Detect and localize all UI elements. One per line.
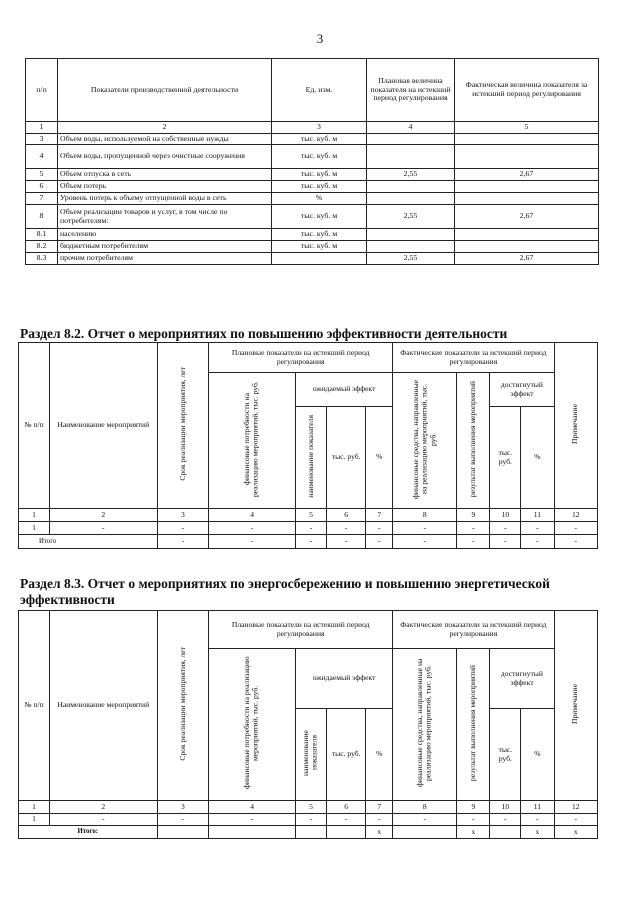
col-number: 9 <box>457 509 490 522</box>
table-row <box>26 193 599 205</box>
row-num: 8.3 <box>26 253 58 265</box>
row-name: Объем отпуска в сеть <box>58 169 272 181</box>
cell: - <box>157 535 209 549</box>
efficiency-measures-table <box>18 342 598 549</box>
row-name: бюджетным потребителям <box>58 241 272 253</box>
header-ach-thousand: тыс. руб. <box>490 407 521 509</box>
production-indicators-table <box>25 58 599 265</box>
row-unit: тыс. куб. м <box>272 205 367 229</box>
header-indicator: Показатели производственной деятельности <box>58 59 272 122</box>
energy-saving-measures-table <box>18 610 598 839</box>
row-plan: 2,55 <box>367 205 455 229</box>
cell: - <box>366 522 393 535</box>
col-number: 6 <box>327 509 366 522</box>
header-note: Примечание <box>570 684 580 725</box>
col-number: 4 <box>209 801 296 814</box>
header-fact-result: результат выполнения мероприятий <box>467 665 477 782</box>
total-row <box>19 535 598 549</box>
col-number: 2 <box>50 801 158 814</box>
row-num: 5 <box>26 169 58 181</box>
cell: - <box>490 535 521 549</box>
row-num: 6 <box>26 181 58 193</box>
cell: 1 <box>19 522 50 535</box>
row-plan <box>367 181 455 193</box>
cell: - <box>50 522 158 535</box>
header-unit: Ед. изм. <box>272 59 367 122</box>
col-number: 5 <box>296 509 327 522</box>
cell <box>157 826 209 839</box>
col-number: 1 <box>19 509 50 522</box>
header-term: Срок реализации мероприятия, лет <box>177 647 187 761</box>
cell: - <box>327 814 366 826</box>
cell: - <box>554 535 598 549</box>
cell: - <box>209 535 296 549</box>
col-number: 7 <box>366 509 393 522</box>
header-exp-thousand: тыс. руб. <box>327 709 366 801</box>
header-ach-thousand: тыс. руб. <box>490 709 521 801</box>
row-num: 3 <box>26 134 58 145</box>
cell: - <box>490 522 521 535</box>
header-exp-pct: % <box>366 709 393 801</box>
table-row <box>19 522 598 535</box>
row-fact <box>455 241 599 253</box>
row-num: 7 <box>26 193 58 205</box>
col-number: 12 <box>554 509 598 522</box>
cell: - <box>554 814 598 826</box>
row-plan <box>367 229 455 241</box>
col-number: 3 <box>157 509 209 522</box>
row-name: Объем воды, пропущенной через очистные сооружения <box>58 145 272 169</box>
header-expected: ожидаемый эффект <box>296 373 393 407</box>
cell: - <box>457 535 490 549</box>
table-row <box>26 241 599 253</box>
cell: - <box>393 535 457 549</box>
header-ach-pct: % <box>521 709 554 801</box>
row-name: Уровень потерь к объему отпущенной воды в сеть <box>58 193 272 205</box>
row-name: населению <box>58 229 272 241</box>
cell: - <box>209 522 296 535</box>
cell: - <box>554 522 598 535</box>
col-number: 6 <box>327 801 366 814</box>
cell: - <box>393 814 457 826</box>
cell: - <box>457 522 490 535</box>
col-number: 7 <box>366 801 393 814</box>
cell: - <box>327 535 366 549</box>
table-row <box>26 145 599 169</box>
cell <box>327 826 366 839</box>
header-plan: Плановая величина показателя на истекший период регулирования <box>367 59 455 122</box>
header-exp-name: наименование показателя <box>305 414 315 498</box>
total-label: Итого: <box>19 826 158 839</box>
header-num: № п/п <box>19 343 50 509</box>
col-number: 10 <box>490 509 521 522</box>
row-plan <box>367 193 455 205</box>
header-fact-fin: финансовые средства, направленные на реализацию мероприятий, тыс. руб. <box>410 379 438 499</box>
row-fact: 2,67 <box>455 205 599 229</box>
cell <box>393 826 457 839</box>
row-plan: 2,55 <box>367 169 455 181</box>
cell: - <box>393 522 457 535</box>
row-fact: 2,67 <box>455 253 599 265</box>
header-exp-name: наименование показателя <box>301 730 320 777</box>
col-number: 12 <box>554 801 598 814</box>
col-number: 11 <box>521 801 554 814</box>
row-fact <box>455 193 599 205</box>
row-name: Объем потерь <box>58 181 272 193</box>
table-row <box>26 181 599 193</box>
header-fact-group: Фактические показатели за истекший период регулирования <box>393 343 554 373</box>
cell: - <box>521 814 554 826</box>
row-num: 4 <box>26 145 58 169</box>
row-unit: тыс. куб. м <box>272 241 367 253</box>
header-plan-fin: финансовые потребности на реализацию мероприятий, тыс. руб. <box>242 381 261 498</box>
col-number: 1 <box>26 122 58 134</box>
cell: - <box>366 814 393 826</box>
total-row <box>19 826 598 839</box>
cell: x <box>366 826 393 839</box>
col-number: 1 <box>19 801 50 814</box>
header-exp-thousand: тыс. руб. <box>327 407 366 509</box>
section-8-3-title: Раздел 8.3. Отчет о мероприятиях по энергосбережению и повышению энергетической эффективности <box>20 576 550 607</box>
col-number: 5 <box>455 122 599 134</box>
row-fact <box>455 145 599 169</box>
row-fact <box>455 134 599 145</box>
table-row <box>26 253 599 265</box>
cell: x <box>521 826 554 839</box>
row-fact: 2,67 <box>455 169 599 181</box>
header-expected: ожидаемый эффект <box>296 649 393 709</box>
cell: - <box>327 522 366 535</box>
header-name: Наименование мероприятий <box>50 611 158 801</box>
header-num: № п/п <box>19 611 50 801</box>
col-number: 2 <box>50 509 158 522</box>
cell: - <box>157 814 209 826</box>
header-name: Наименование мероприятий <box>50 343 158 509</box>
table-row <box>26 229 599 241</box>
table-row <box>26 169 599 181</box>
row-num: 8.2 <box>26 241 58 253</box>
col-number: 4 <box>367 122 455 134</box>
table-row <box>26 134 599 145</box>
header-plan-fin: финансовые потребности на реализацию мероприятий, тыс. руб. <box>242 656 261 790</box>
row-num: 8.1 <box>26 229 58 241</box>
header-plan-group: Плановые показатели на истекший период регулирования <box>209 611 393 649</box>
row-name: Объем воды, используемой на собственные нужды <box>58 134 272 145</box>
page-number: 3 <box>316 31 324 46</box>
cell: - <box>366 535 393 549</box>
row-unit: тыс. куб. м <box>272 145 367 169</box>
header-fact-fin: финансовые средства, направленные на реализацию мероприятий, тыс. руб. <box>415 658 433 788</box>
cell <box>490 826 521 839</box>
cell: - <box>457 814 490 826</box>
row-plan <box>367 145 455 169</box>
cell: - <box>50 814 158 826</box>
cell: - <box>490 814 521 826</box>
row-unit <box>272 253 367 265</box>
col-number: 2 <box>58 122 272 134</box>
row-plan: 2,55 <box>367 253 455 265</box>
row-fact <box>455 229 599 241</box>
header-fact-group: Фактические показатели за истекший период регулирования <box>393 611 554 649</box>
header-num: п/п <box>26 59 58 122</box>
col-number: 11 <box>521 509 554 522</box>
row-plan <box>367 134 455 145</box>
cell: - <box>296 814 327 826</box>
cell: - <box>209 814 296 826</box>
col-number: 4 <box>209 509 296 522</box>
cell <box>209 826 296 839</box>
header-fact: Фактическая величина показателя за истекший период регулирования <box>455 59 599 122</box>
header-achieved: достигнутый эффект <box>490 649 554 709</box>
cell: x <box>457 826 490 839</box>
col-number: 8 <box>393 801 457 814</box>
header-fact-result: результат выполнения мероприятий <box>467 381 477 498</box>
col-number: 9 <box>457 801 490 814</box>
col-number: 10 <box>490 801 521 814</box>
header-plan-group: Плановые показатели на истекший период регулирования <box>209 343 393 373</box>
cell <box>296 826 327 839</box>
row-num: 8 <box>26 205 58 229</box>
cell: x <box>554 826 598 839</box>
cell: - <box>296 535 327 549</box>
header-exp-pct: % <box>366 407 393 509</box>
col-number: 3 <box>157 801 209 814</box>
header-achieved: достигнутый эффект <box>490 373 554 407</box>
total-label: Итого <box>19 535 158 549</box>
table-row <box>19 814 598 826</box>
row-name: Объем реализации товаров и услуг, в том числе по потребителям: <box>58 205 272 229</box>
row-unit: % <box>272 193 367 205</box>
col-number: 3 <box>272 122 367 134</box>
row-fact <box>455 181 599 193</box>
row-unit: тыс. куб. м <box>272 181 367 193</box>
row-unit: тыс. куб. м <box>272 134 367 145</box>
header-note: Примечание <box>570 404 580 445</box>
row-unit: тыс. куб. м <box>272 169 367 181</box>
header-ach-pct: % <box>521 407 554 509</box>
row-plan <box>367 241 455 253</box>
cell: - <box>296 522 327 535</box>
section-8-2-title: Раздел 8.2. Отчет о мероприятиях по повышению эффективности деятельности <box>20 326 508 341</box>
header-term: Срок реализации мероприятия, лет <box>177 367 187 481</box>
col-number: 8 <box>393 509 457 522</box>
cell: - <box>521 522 554 535</box>
row-name: прочим потребителям <box>58 253 272 265</box>
row-unit: тыс. куб. м <box>272 229 367 241</box>
col-number: 5 <box>296 801 327 814</box>
table-row <box>26 205 599 229</box>
cell: 1 <box>19 814 50 826</box>
cell: - <box>521 535 554 549</box>
cell: - <box>157 522 209 535</box>
